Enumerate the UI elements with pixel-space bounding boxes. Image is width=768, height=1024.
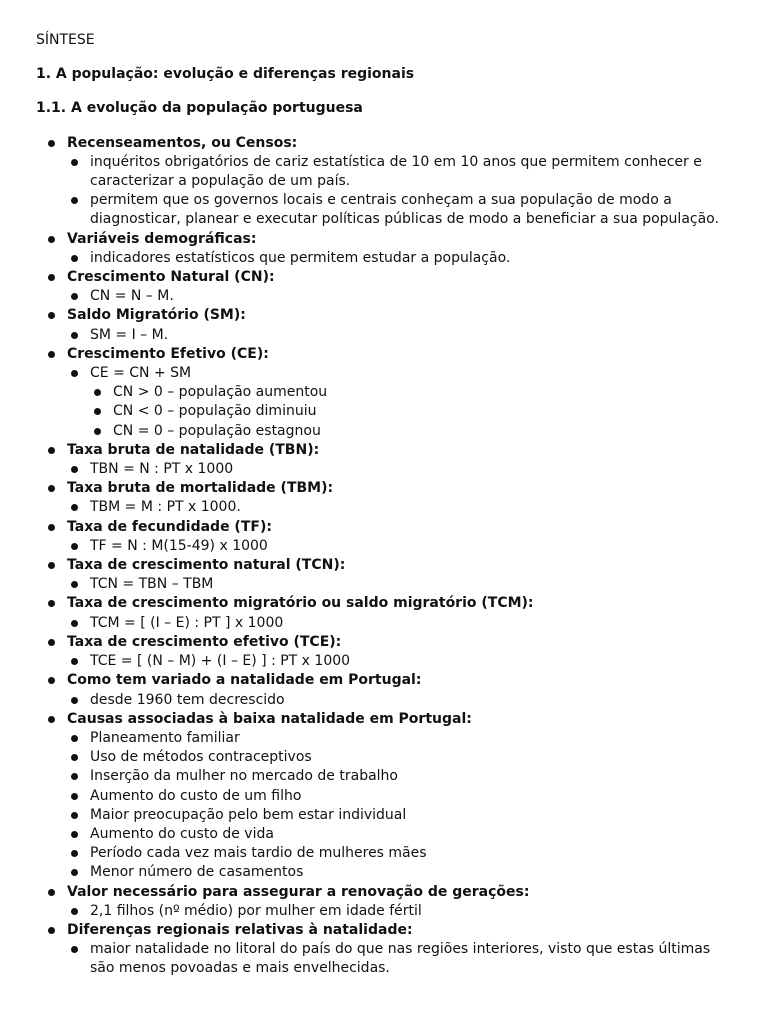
sub-list-item-text: TBM = M : PT x 1000. xyxy=(90,499,241,516)
bullet-dot xyxy=(71,735,78,742)
bullet-dot xyxy=(48,889,55,896)
sub-sub-list-item xyxy=(36,383,736,402)
bullet-dot xyxy=(71,869,78,876)
bullet-dot xyxy=(71,697,78,704)
sub-list-item-text: Período cada vez mais tardio de mulheres mães xyxy=(90,845,427,862)
list-item-text: Taxa de fecundidade (TF): xyxy=(67,518,272,535)
bullet-dot xyxy=(48,485,55,492)
list-item-text: Diferenças regionais relativas à natalidade: xyxy=(67,921,413,938)
list-item xyxy=(36,556,736,575)
sub-list-item-text: TBN = N : PT x 1000 xyxy=(90,461,234,478)
sub-list-item-text: TCM = [ (I – E) : PT ] x 1000 xyxy=(90,614,284,631)
bullet-dot xyxy=(71,332,78,339)
list-item-text: Causas associadas à baixa natalidade em Portugal: xyxy=(67,710,472,727)
sub-list-item xyxy=(36,729,736,748)
sub-list-item-text: Menor número de casamentos xyxy=(90,864,304,881)
bullet-dot xyxy=(48,274,55,281)
bullet-dot xyxy=(94,389,101,396)
bullet-dot xyxy=(71,754,78,761)
sub-list-item xyxy=(36,825,736,844)
bullet-dot xyxy=(71,293,78,300)
sub-list-item xyxy=(36,863,736,882)
bullet-dot xyxy=(71,255,78,262)
sub-sub-list-item-text: CN > 0 – população aumentou xyxy=(113,384,328,401)
bullet-dot xyxy=(71,812,78,819)
sub-list-item xyxy=(36,498,736,517)
bullet-dot xyxy=(71,620,78,627)
bullet-dot xyxy=(48,351,55,358)
list-item xyxy=(36,710,736,729)
sub-list-item xyxy=(36,614,736,633)
sub-list-item-text: Maior preocupação pelo bem estar individual xyxy=(90,806,407,823)
bullet-dot xyxy=(48,639,55,646)
list-item xyxy=(36,441,736,460)
list-item xyxy=(36,921,736,940)
document-title: SÍNTESE xyxy=(36,32,95,48)
sub-list-item-text: Aumento do custo de um filho xyxy=(90,787,302,804)
sub-list-item-text: Aumento do custo de vida xyxy=(90,825,274,842)
bullet-dot xyxy=(71,543,78,550)
sub-list-item xyxy=(36,652,736,671)
bullet-dot xyxy=(71,908,78,915)
sub-list-item xyxy=(36,460,736,479)
list-item-text: Taxa de crescimento efetivo (TCE): xyxy=(67,633,342,650)
sub-sub-list-item-text: CN = 0 – população estagnou xyxy=(113,422,321,439)
sub-list-item xyxy=(36,249,736,268)
sub-list-item-text: TF = N : M(15-49) x 1000 xyxy=(90,537,268,554)
bullet-dot xyxy=(48,447,55,454)
list-item-text: Como tem variado a natalidade em Portugal: xyxy=(67,672,422,689)
sub-list-item xyxy=(36,153,736,191)
sub-list-item-text: permitem que os governos locais e centrais conheçam a sua população de modo a diagnosticar, planear e executar políticas públicas de modo a beneficiar a sua população. xyxy=(90,192,719,228)
sub-list-item xyxy=(36,767,736,786)
sub-list-item xyxy=(36,575,736,594)
sub-list-item xyxy=(36,364,736,383)
list-item-text: Taxa bruta de mortalidade (TBM): xyxy=(67,480,334,497)
sub-list-item-text: TCN = TBN – TBM xyxy=(90,576,214,593)
bullet-dot xyxy=(48,600,55,607)
bullet-dot xyxy=(71,773,78,780)
bullet-dot xyxy=(71,581,78,588)
sub-list-item-text: maior natalidade no litoral do país do que nas regiões interiores, visto que estas últimas são menos povoadas e mais envelhecidas. xyxy=(90,941,711,977)
sub-list-item xyxy=(36,287,736,306)
sub-sub-list-item xyxy=(36,422,736,441)
sub-list-item xyxy=(36,902,736,921)
sub-list-item-text: Uso de métodos contraceptivos xyxy=(90,749,312,766)
bullet-dot xyxy=(48,677,55,684)
bullet-dot xyxy=(71,658,78,665)
list-item xyxy=(36,671,736,690)
sub-list-item-text: TCE = [ (N – M) + (I – E) ] : PT x 1000 xyxy=(90,653,351,670)
list-item xyxy=(36,134,736,153)
list-item xyxy=(36,345,736,364)
bullet-dot xyxy=(48,927,55,934)
sub-list-item-text: SM = I – M. xyxy=(90,326,169,343)
section-heading: 1. A população: evolução e diferenças regionais xyxy=(36,66,415,83)
sub-sub-list-item-text: CN < 0 – população diminuiu xyxy=(113,403,317,420)
list-item xyxy=(36,268,736,287)
list-item-text: Crescimento Efetivo (CE): xyxy=(67,345,269,362)
bullet-list xyxy=(36,134,736,979)
list-item-text: Valor necessário para assegurar a renovação de gerações: xyxy=(67,883,530,900)
bullet-dot xyxy=(71,504,78,511)
sub-list-item-text: indicadores estatísticos que permitem estudar a população. xyxy=(90,249,511,266)
list-item xyxy=(36,479,736,498)
bullet-dot xyxy=(71,850,78,857)
bullet-dot xyxy=(94,408,101,415)
sub-list-item xyxy=(36,748,736,767)
list-item xyxy=(36,230,736,249)
list-item-text: Crescimento Natural (CN): xyxy=(67,269,275,286)
bullet-dot xyxy=(71,831,78,838)
sub-list-item-text: desde 1960 tem decrescido xyxy=(90,691,285,708)
sub-sub-list-item xyxy=(36,402,736,421)
bullet-dot xyxy=(48,312,55,319)
sub-list-item-text: Inserção da mulher no mercado de trabalho xyxy=(90,768,398,785)
bullet-dot xyxy=(71,793,78,800)
bullet-dot xyxy=(94,428,101,435)
bullet-dot xyxy=(71,946,78,953)
list-item-text: Variáveis demográficas: xyxy=(67,230,257,247)
list-item xyxy=(36,306,736,325)
bullet-dot xyxy=(48,716,55,723)
bullet-dot xyxy=(71,370,78,377)
sub-list-item xyxy=(36,787,736,806)
list-item xyxy=(36,633,736,652)
list-item-text: Saldo Migratório (SM): xyxy=(67,307,246,324)
bullet-dot xyxy=(48,562,55,569)
sub-list-item xyxy=(36,940,736,978)
list-item-text: Recenseamentos, ou Censos: xyxy=(67,134,298,151)
list-item-text: Taxa de crescimento natural (TCN): xyxy=(67,557,346,574)
list-item-text: Taxa de crescimento migratório ou saldo migratório (TCM): xyxy=(67,595,534,612)
list-item xyxy=(36,518,736,537)
sub-list-item-text: CN = N – M. xyxy=(90,288,174,305)
list-item xyxy=(36,883,736,902)
list-item xyxy=(36,594,736,613)
sub-list-item xyxy=(36,806,736,825)
bullet-dot xyxy=(71,466,78,473)
bullet-dot xyxy=(71,159,78,166)
sub-list-item-text: 2,1 filhos (nº médio) por mulher em idade fértil xyxy=(90,902,422,919)
sub-list-item xyxy=(36,537,736,556)
bullet-dot xyxy=(48,524,55,531)
bullet-dot xyxy=(71,197,78,204)
sub-list-item xyxy=(36,691,736,710)
sub-list-item xyxy=(36,191,736,229)
sub-list-item xyxy=(36,326,736,345)
sub-list-item-text: CE = CN + SM xyxy=(90,365,192,382)
subsection-heading: 1.1. A evolução da população portuguesa xyxy=(36,100,363,117)
bullet-dot xyxy=(48,140,55,147)
sub-list-item-text: Planeamento familiar xyxy=(90,729,240,746)
list-item-text: Taxa bruta de natalidade (TBN): xyxy=(67,441,320,458)
sub-list-item xyxy=(36,844,736,863)
bullet-dot xyxy=(48,236,55,243)
sub-list-item-text: inquéritos obrigatórios de cariz estatística de 10 em 10 anos que permitem conhecer e caracterizar a população de um país. xyxy=(90,153,702,190)
